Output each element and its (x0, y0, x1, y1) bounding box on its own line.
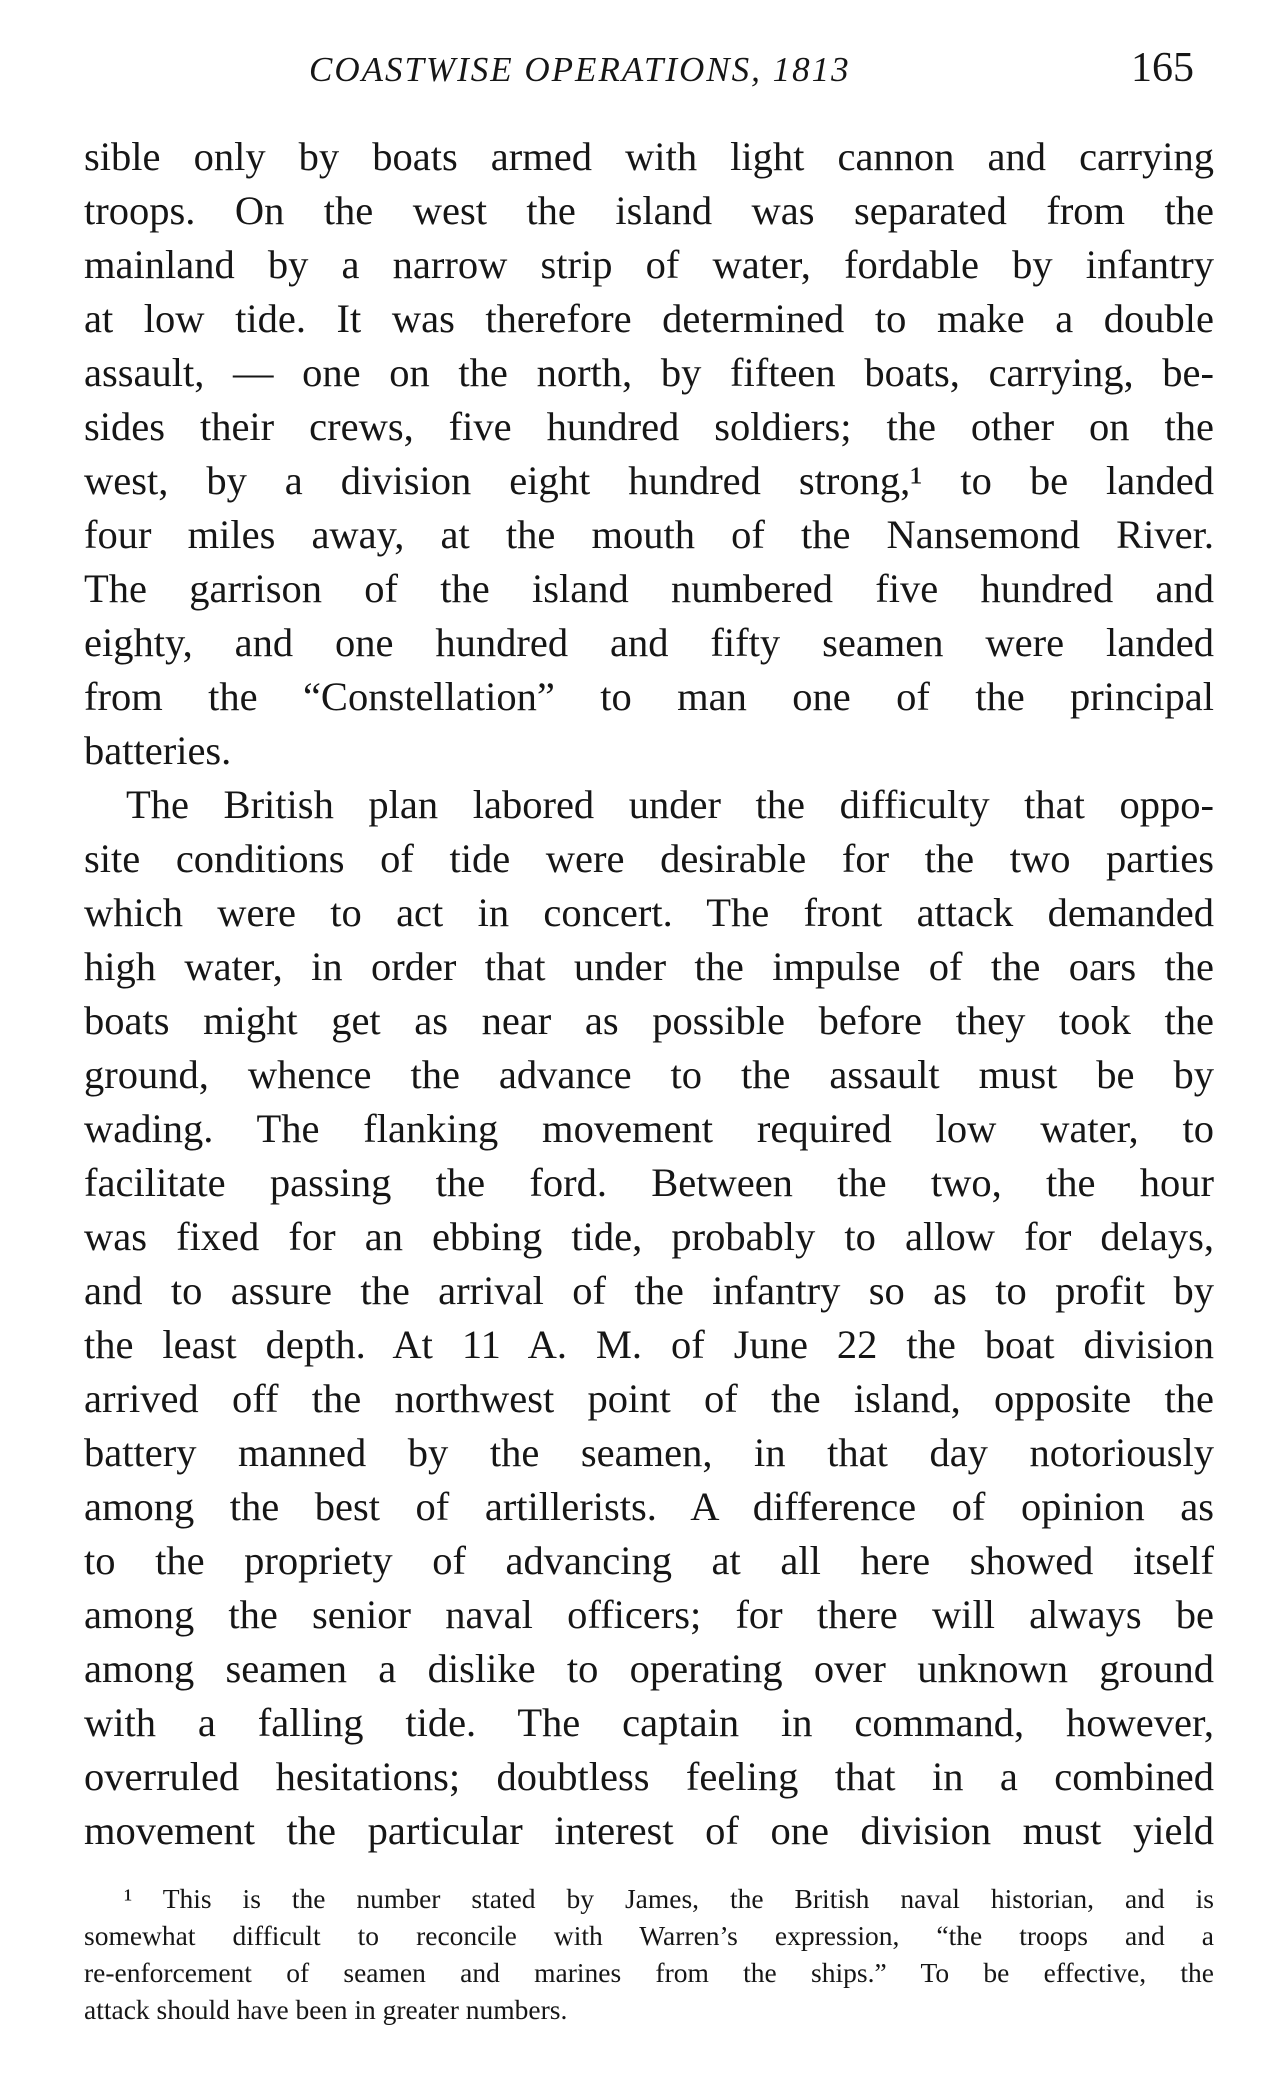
text-line: high water, in order that under the impulse of the oars the (84, 944, 1214, 989)
text-line: batteries. (84, 728, 232, 773)
footnote (84, 1880, 1214, 2028)
footnote-line: somewhat difficult to reconcile with Warren’s expression, “the troops and a (84, 1920, 1214, 1951)
footnote-line: attack should have been in greater numbers. (84, 1994, 568, 2025)
body-text (84, 130, 1214, 1858)
text-line: site conditions of tide were desirable for the two parties (84, 836, 1214, 881)
text-line: and to assure the arrival of the infantry so as to profit by (84, 1268, 1214, 1313)
text-line: the least depth. At 11 A. M. of June 22 the boat division (84, 1322, 1214, 1367)
text-line: overruled hesitations; doubtless feeling that in a combined (84, 1754, 1214, 1799)
text-line: boats might get as near as possible before they took the (84, 998, 1214, 1043)
text-line: to the propriety of advancing at all here showed itself (84, 1538, 1214, 1583)
running-head (84, 44, 1214, 104)
text-line: battery manned by the seamen, in that day notoriously (84, 1430, 1214, 1475)
text-line: among seamen a dislike to operating over unknown ground (84, 1646, 1214, 1691)
text-line: west, by a division eight hundred strong,¹ to be landed (84, 458, 1214, 503)
text-line: among the senior naval officers; for there will always be (84, 1592, 1214, 1637)
text-line: four miles away, at the mouth of the Nansemond River. (84, 512, 1214, 557)
text-line: arrived off the northwest point of the island, opposite the (84, 1376, 1214, 1421)
text-line: among the best of artillerists. A difference of opinion as (84, 1484, 1214, 1529)
footnote-line: ¹ This is the number stated by James, the British naval historian, and is (124, 1883, 1214, 1914)
footnote-line: re-enforcement of seamen and marines from the ships.” To be effective, the (84, 1957, 1214, 1988)
text-line: sides their crews, five hundred soldiers; the other on the (84, 404, 1214, 449)
text-line: at low tide. It was therefore determined to make a double (84, 296, 1214, 341)
text-line: The British plan labored under the difficulty that oppo- (126, 782, 1214, 827)
text-line: wading. The flanking movement required low water, to (84, 1106, 1214, 1151)
text-line: sible only by boats armed with light cannon and carrying (84, 134, 1214, 179)
text-line: The garrison of the island numbered five hundred and (84, 566, 1214, 611)
text-line: ground, whence the advance to the assault must be by (84, 1052, 1214, 1097)
text-line: troops. On the west the island was separated from the (84, 188, 1214, 233)
text-line: facilitate passing the ford. Between the two, the hour (84, 1160, 1214, 1205)
text-line: was fixed for an ebbing tide, probably to allow for delays, (84, 1214, 1214, 1259)
text-line: which were to act in concert. The front attack demanded (84, 890, 1214, 935)
text-line: eighty, and one hundred and fifty seamen were landed (84, 620, 1214, 665)
text-line: assault, — one on the north, by fifteen boats, carrying, be- (84, 350, 1214, 395)
text-line: with a falling tide. The captain in command, however, (84, 1700, 1214, 1745)
running-title: COASTWISE OPERATIONS, 1813 (309, 50, 851, 89)
text-line: from the “Constellation” to man one of the principal (84, 674, 1214, 719)
page-number: 165 (1131, 45, 1194, 91)
text-line: mainland by a narrow strip of water, fordable by infantry (84, 242, 1214, 287)
text-line: movement the particular interest of one division must yield (84, 1808, 1214, 1853)
